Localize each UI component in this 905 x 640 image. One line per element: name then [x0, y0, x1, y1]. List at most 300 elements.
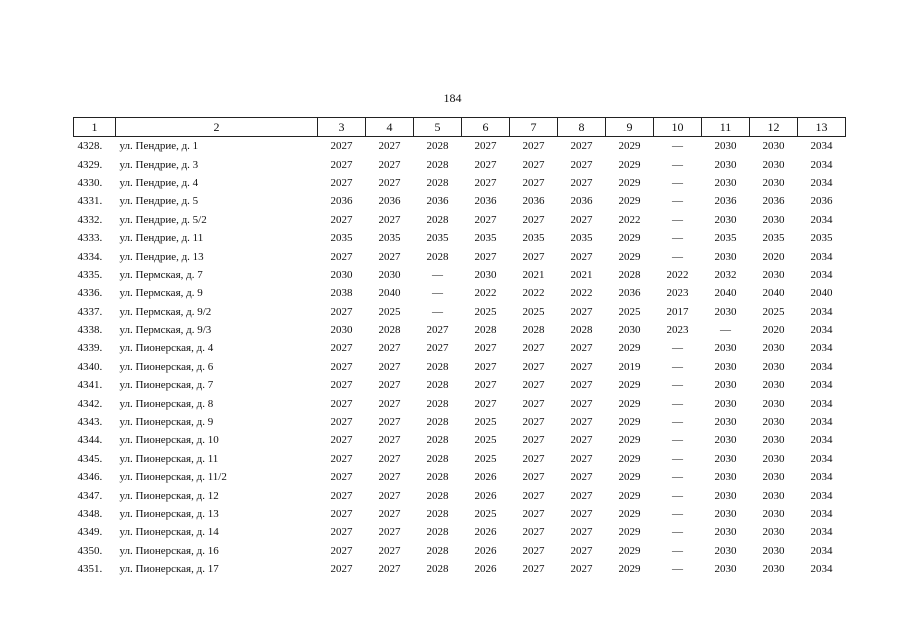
column-header-4: 4 — [366, 118, 414, 137]
schedule-table — [73, 117, 846, 578]
table-row — [74, 468, 846, 486]
year-cell-col-9: 2025 — [618, 305, 641, 318]
year-cell-col-12: 2030 — [762, 397, 785, 410]
header-row — [74, 118, 846, 137]
year-cell-col-5: 2028 — [426, 508, 449, 520]
year-cell-col-7: 2027 — [522, 489, 545, 502]
year-cell-col-6: 2027 — [474, 360, 497, 373]
year-cell-col-9: 2029 — [618, 176, 641, 189]
year-cell-col-4: 2036 — [378, 195, 401, 208]
year-cell-col-9: 2029 — [618, 158, 641, 171]
address-cell: ул. Пионерская, д. 6 — [119, 360, 214, 373]
table-row — [74, 247, 846, 265]
year-cell-col-8: 2027 — [570, 250, 593, 263]
year-cell-col-7: 2021 — [522, 268, 545, 281]
year-cell-col-11: 2030 — [714, 360, 737, 373]
year-cell-col-5: 2028 — [426, 397, 449, 410]
year-cell-col-7: 2027 — [522, 452, 545, 465]
year-cell-col-12: 2030 — [762, 526, 785, 539]
year-cell-col-11: 2030 — [714, 379, 737, 392]
row-number: 4338. — [77, 324, 103, 337]
column-header-12: 12 — [750, 118, 798, 137]
year-cell-col-11: 2030 — [714, 342, 737, 355]
table-row — [74, 413, 846, 431]
year-cell-col-12: 2030 — [762, 140, 785, 153]
year-cell-col-5: 2028 — [426, 526, 449, 539]
column-header-6: 6 — [462, 118, 510, 137]
year-cell-col-8: 2027 — [570, 526, 593, 539]
year-cell-col-10: — — [672, 213, 683, 226]
year-cell-col-4: 2027 — [378, 526, 401, 539]
table-row — [74, 542, 846, 560]
row-number: 4339. — [77, 342, 103, 355]
year-cell-col-9: 2030 — [618, 324, 641, 337]
year-cell-col-7: 2028 — [522, 324, 545, 337]
table-row — [74, 137, 846, 156]
year-cell-col-7: 2036 — [522, 195, 545, 208]
table-row — [74, 358, 846, 376]
address-cell: ул. Пермская, д. 9 — [119, 287, 203, 300]
year-cell-col-6: 2027 — [474, 342, 497, 355]
table-row — [74, 560, 846, 578]
year-cell-col-3: 2027 — [330, 213, 353, 226]
year-cell-col-8: 2027 — [570, 434, 593, 447]
year-cell-col-9: 2029 — [618, 140, 641, 153]
row-number: 4341. — [77, 379, 103, 392]
year-cell-col-12: 2040 — [762, 287, 785, 300]
address-cell: ул. Пионерская, д. 11 — [119, 452, 219, 465]
year-cell-col-9: 2029 — [618, 563, 641, 576]
year-cell-col-9: 2019 — [618, 360, 641, 373]
year-cell-col-3: 2030 — [330, 324, 353, 337]
year-cell-col-8: 2027 — [570, 416, 593, 429]
year-cell-col-13: 2034 — [810, 544, 833, 557]
column-header-10: 10 — [654, 118, 702, 137]
year-cell-col-9: 2029 — [618, 508, 641, 520]
table-row — [74, 394, 846, 412]
table-body — [74, 137, 846, 579]
year-cell-col-4: 2030 — [378, 268, 401, 281]
year-cell-col-8: 2027 — [570, 360, 593, 373]
year-cell-col-11: 2030 — [714, 397, 737, 410]
year-cell-col-13: 2034 — [810, 176, 833, 189]
year-cell-col-4: 2027 — [378, 544, 401, 557]
row-number: 4331. — [77, 195, 103, 208]
year-cell-col-5: — — [432, 305, 443, 318]
column-header-13: 13 — [798, 118, 846, 137]
year-cell-col-9: 2036 — [618, 287, 641, 300]
row-number: 4329. — [77, 158, 103, 171]
year-cell-col-4: 2027 — [378, 508, 401, 520]
year-cell-col-8: 2027 — [570, 176, 593, 189]
address-cell: ул. Пионерская, д. 17 — [119, 563, 219, 576]
column-header-2: 2 — [116, 118, 318, 137]
year-cell-col-7: 2027 — [522, 213, 545, 226]
year-cell-col-6: 2036 — [474, 195, 497, 208]
year-cell-col-10: — — [672, 452, 683, 465]
year-cell-col-10: — — [672, 471, 683, 484]
year-cell-col-11: 2030 — [714, 526, 737, 539]
year-cell-col-9: 2022 — [618, 213, 641, 226]
year-cell-col-6: 2022 — [474, 287, 497, 300]
year-cell-col-12: 2025 — [762, 305, 785, 318]
year-cell-col-4: 2027 — [378, 471, 401, 484]
year-cell-col-8: 2027 — [570, 544, 593, 557]
year-cell-col-9: 2029 — [618, 416, 641, 429]
year-cell-col-11: 2030 — [714, 452, 737, 465]
year-cell-col-3: 2027 — [330, 544, 353, 557]
year-cell-col-3: 2038 — [330, 287, 353, 300]
year-cell-col-6: 2035 — [474, 232, 497, 245]
year-cell-col-4: 2027 — [378, 397, 401, 410]
year-cell-col-10: — — [672, 508, 683, 520]
year-cell-col-9: 2029 — [618, 379, 641, 392]
year-cell-col-5: 2028 — [426, 471, 449, 484]
year-cell-col-12: 2030 — [762, 416, 785, 429]
table-row — [74, 192, 846, 210]
year-cell-col-3: 2030 — [330, 268, 353, 281]
year-cell-col-11: 2036 — [714, 195, 737, 208]
year-cell-col-12: 2030 — [762, 471, 785, 484]
year-cell-col-5: 2028 — [426, 434, 449, 447]
address-cell: ул. Пионерская, д. 14 — [119, 526, 219, 539]
year-cell-col-4: 2027 — [378, 563, 401, 576]
year-cell-col-5: 2036 — [426, 195, 449, 208]
row-number: 4332. — [77, 213, 103, 226]
year-cell-col-6: 2028 — [474, 324, 497, 337]
year-cell-col-3: 2027 — [330, 563, 353, 576]
year-cell-col-3: 2027 — [330, 452, 353, 465]
year-cell-col-6: 2027 — [474, 250, 497, 263]
year-cell-col-10: — — [672, 434, 683, 447]
year-cell-col-12: 2030 — [762, 508, 785, 520]
year-cell-col-10: — — [672, 140, 683, 153]
year-cell-col-13: 2034 — [810, 342, 833, 355]
year-cell-col-13: 2034 — [810, 324, 833, 337]
row-number: 4351. — [77, 563, 103, 576]
year-cell-col-7: 2027 — [522, 508, 545, 520]
year-cell-col-5: 2027 — [426, 324, 449, 337]
year-cell-col-6: 2026 — [474, 544, 497, 557]
table-row — [74, 229, 846, 247]
year-cell-col-10: — — [672, 176, 683, 189]
year-cell-col-13: 2034 — [810, 140, 833, 153]
address-cell: ул. Пендрие, д. 1 — [119, 140, 199, 153]
year-cell-col-8: 2027 — [570, 158, 593, 171]
year-cell-col-6: 2025 — [474, 416, 497, 429]
year-cell-col-3: 2027 — [330, 489, 353, 502]
year-cell-col-8: 2035 — [570, 232, 593, 245]
year-cell-col-7: 2022 — [522, 287, 545, 300]
year-cell-col-12: 2030 — [762, 158, 785, 171]
year-cell-col-6: 2026 — [474, 563, 497, 576]
year-cell-col-5: — — [432, 287, 443, 300]
year-cell-col-9: 2029 — [618, 342, 641, 355]
year-cell-col-3: 2027 — [330, 471, 353, 484]
address-cell: ул. Пионерская, д. 12 — [119, 489, 219, 502]
year-cell-col-10: — — [672, 526, 683, 539]
address-cell: ул. Пендрие, д. 5/2 — [119, 213, 207, 226]
year-cell-col-11: 2030 — [714, 158, 737, 171]
year-cell-col-3: 2027 — [330, 508, 353, 520]
year-cell-col-12: 2035 — [762, 232, 785, 245]
year-cell-col-11: 2030 — [714, 176, 737, 189]
year-cell-col-4: 2027 — [378, 434, 401, 447]
address-cell: ул. Пионерская, д. 7 — [119, 379, 214, 392]
year-cell-col-13: 2034 — [810, 397, 833, 410]
year-cell-col-7: 2027 — [522, 526, 545, 539]
year-cell-col-10: — — [672, 360, 683, 373]
year-cell-col-9: 2029 — [618, 397, 641, 410]
year-cell-col-13: 2034 — [810, 268, 833, 281]
year-cell-col-6: 2027 — [474, 379, 497, 392]
row-number: 4334. — [77, 250, 103, 263]
year-cell-col-7: 2027 — [522, 563, 545, 576]
table-row — [74, 450, 846, 468]
year-cell-col-10: — — [672, 563, 683, 576]
year-cell-col-13: 2034 — [810, 434, 833, 447]
year-cell-col-12: 2036 — [762, 195, 785, 208]
year-cell-col-3: 2027 — [330, 379, 353, 392]
year-cell-col-3: 2027 — [330, 158, 353, 171]
year-cell-col-4: 2027 — [378, 452, 401, 465]
year-cell-col-10: — — [672, 232, 683, 245]
address-cell: ул. Пермская, д. 7 — [119, 268, 203, 281]
year-cell-col-9: 2029 — [618, 544, 641, 557]
row-number: 4347. — [77, 489, 103, 502]
year-cell-col-6: 2026 — [474, 471, 497, 484]
page-number: 184 — [443, 91, 462, 105]
year-cell-col-12: 2030 — [762, 452, 785, 465]
year-cell-col-10: — — [672, 342, 683, 355]
year-cell-col-9: 2029 — [618, 526, 641, 539]
year-cell-col-8: 2021 — [570, 268, 593, 281]
row-number: 4345. — [77, 452, 103, 465]
year-cell-col-6: 2027 — [474, 176, 497, 189]
row-number: 4336. — [77, 287, 103, 300]
year-cell-col-8: 2028 — [570, 324, 593, 337]
year-cell-col-5: 2028 — [426, 452, 449, 465]
year-cell-col-9: 2029 — [618, 434, 641, 447]
year-cell-col-12: 2030 — [762, 213, 785, 226]
year-cell-col-11: 2030 — [714, 544, 737, 557]
year-cell-col-12: 2020 — [762, 324, 785, 337]
year-cell-col-4: 2027 — [378, 213, 401, 226]
year-cell-col-13: 2034 — [810, 250, 833, 263]
year-cell-col-11: 2030 — [714, 213, 737, 226]
year-cell-col-5: 2028 — [426, 158, 449, 171]
year-cell-col-12: 2030 — [762, 176, 785, 189]
year-cell-col-3: 2027 — [330, 176, 353, 189]
year-cell-col-7: 2025 — [522, 305, 545, 318]
year-cell-col-4: 2027 — [378, 176, 401, 189]
year-cell-col-12: 2030 — [762, 489, 785, 502]
year-cell-col-11: 2030 — [714, 434, 737, 447]
year-cell-col-8: 2027 — [570, 397, 593, 410]
row-number: 4344. — [77, 434, 103, 447]
year-cell-col-5: 2035 — [426, 232, 449, 245]
year-cell-col-6: 2030 — [474, 268, 497, 281]
column-header-5: 5 — [414, 118, 462, 137]
year-cell-col-8: 2027 — [570, 452, 593, 465]
year-cell-col-5: 2028 — [426, 563, 449, 576]
year-cell-col-13: 2034 — [810, 526, 833, 539]
year-cell-col-4: 2028 — [378, 324, 401, 337]
year-cell-col-4: 2027 — [378, 489, 401, 502]
year-cell-col-11: 2040 — [714, 287, 737, 300]
year-cell-col-7: 2027 — [522, 250, 545, 263]
year-cell-col-13: 2034 — [810, 471, 833, 484]
year-cell-col-5: 2028 — [426, 544, 449, 557]
year-cell-col-10: — — [672, 195, 683, 208]
year-cell-col-6: 2025 — [474, 434, 497, 447]
year-cell-col-10: — — [672, 416, 683, 429]
year-cell-col-4: 2027 — [378, 158, 401, 171]
address-cell: ул. Пионерская, д. 16 — [119, 544, 219, 557]
row-number: 4342. — [77, 397, 103, 410]
table-header — [74, 118, 846, 137]
year-cell-col-13: 2034 — [810, 158, 833, 171]
year-cell-col-7: 2027 — [522, 158, 545, 171]
year-cell-col-9: 2029 — [618, 232, 641, 245]
year-cell-col-13: 2036 — [810, 195, 833, 208]
year-cell-col-10: 2022 — [666, 268, 689, 281]
year-cell-col-3: 2027 — [330, 397, 353, 410]
year-cell-col-5: — — [432, 268, 443, 281]
column-header-11: 11 — [702, 118, 750, 137]
address-cell: ул. Пионерская, д. 4 — [119, 342, 214, 355]
year-cell-col-9: 2029 — [618, 250, 641, 263]
column-header-7: 7 — [510, 118, 558, 137]
year-cell-col-5: 2028 — [426, 140, 449, 153]
year-cell-col-5: 2028 — [426, 176, 449, 189]
table-row — [74, 339, 846, 357]
year-cell-col-8: 2027 — [570, 342, 593, 355]
address-cell: ул. Пионерская, д. 10 — [119, 434, 219, 447]
table-row — [74, 505, 846, 523]
year-cell-col-11: 2032 — [714, 268, 737, 281]
year-cell-col-7: 2027 — [522, 544, 545, 557]
table-row — [74, 211, 846, 229]
address-cell: ул. Пендрие, д. 13 — [119, 250, 204, 263]
year-cell-col-11: 2030 — [714, 416, 737, 429]
year-cell-col-4: 2027 — [378, 379, 401, 392]
year-cell-col-13: 2034 — [810, 305, 833, 318]
year-cell-col-4: 2027 — [378, 342, 401, 355]
year-cell-col-4: 2025 — [378, 305, 401, 318]
year-cell-col-12: 2030 — [762, 563, 785, 576]
year-cell-col-6: 2025 — [474, 508, 497, 520]
year-cell-col-3: 2027 — [330, 305, 353, 318]
year-cell-col-3: 2027 — [330, 360, 353, 373]
year-cell-col-8: 2027 — [570, 213, 593, 226]
address-cell: ул. Пермская, д. 9/3 — [119, 324, 212, 337]
year-cell-col-8: 2027 — [570, 508, 593, 520]
year-cell-col-11: 2035 — [714, 232, 737, 245]
year-cell-col-4: 2027 — [378, 416, 401, 429]
year-cell-col-3: 2027 — [330, 434, 353, 447]
year-cell-col-4: 2027 — [378, 360, 401, 373]
year-cell-col-6: 2026 — [474, 526, 497, 539]
year-cell-col-5: 2028 — [426, 360, 449, 373]
year-cell-col-3: 2027 — [330, 526, 353, 539]
year-cell-col-13: 2034 — [810, 452, 833, 465]
table-row — [74, 266, 846, 284]
year-cell-col-6: 2027 — [474, 140, 497, 153]
column-header-9: 9 — [606, 118, 654, 137]
year-cell-col-5: 2028 — [426, 416, 449, 429]
row-number: 4340. — [77, 360, 103, 373]
year-cell-col-9: 2029 — [618, 489, 641, 502]
year-cell-col-3: 2027 — [330, 140, 353, 153]
year-cell-col-8: 2027 — [570, 489, 593, 502]
row-number: 4335. — [77, 268, 103, 281]
address-cell: ул. Пендрие, д. 11 — [119, 232, 204, 245]
year-cell-col-13: 2035 — [810, 232, 833, 245]
year-cell-col-13: 2040 — [810, 287, 833, 300]
address-cell: ул. Пионерская, д. 9 — [119, 416, 214, 429]
address-cell: ул. Пендрие, д. 5 — [119, 195, 199, 208]
address-cell: ул. Пионерская, д. 13 — [119, 508, 219, 520]
row-number: 4328. — [77, 140, 103, 153]
year-cell-col-8: 2036 — [570, 195, 593, 208]
year-cell-col-12: 2030 — [762, 434, 785, 447]
year-cell-col-6: 2027 — [474, 213, 497, 226]
year-cell-col-8: 2027 — [570, 563, 593, 576]
year-cell-col-10: — — [672, 544, 683, 557]
year-cell-col-13: 2034 — [810, 360, 833, 373]
year-cell-col-9: 2029 — [618, 452, 641, 465]
year-cell-col-7: 2027 — [522, 471, 545, 484]
year-cell-col-9: 2028 — [618, 268, 641, 281]
year-cell-col-8: 2022 — [570, 287, 593, 300]
row-number: 4333. — [77, 232, 103, 245]
year-cell-col-6: 2025 — [474, 452, 497, 465]
year-cell-col-11: 2030 — [714, 489, 737, 502]
year-cell-col-12: 2030 — [762, 360, 785, 373]
address-cell: ул. Пендрие, д. 4 — [119, 176, 199, 189]
year-cell-col-7: 2027 — [522, 379, 545, 392]
table-row — [74, 155, 846, 173]
year-cell-col-8: 2027 — [570, 140, 593, 153]
row-number: 4343. — [77, 416, 103, 429]
year-cell-col-10: — — [672, 397, 683, 410]
year-cell-col-10: 2023 — [666, 324, 689, 337]
year-cell-col-11: 2030 — [714, 508, 737, 520]
table-row — [74, 431, 846, 449]
year-cell-col-8: 2027 — [570, 379, 593, 392]
year-cell-col-4: 2035 — [378, 232, 401, 245]
year-cell-col-13: 2034 — [810, 416, 833, 429]
year-cell-col-3: 2027 — [330, 250, 353, 263]
year-cell-col-5: 2027 — [426, 342, 449, 355]
year-cell-col-5: 2028 — [426, 213, 449, 226]
year-cell-col-12: 2030 — [762, 379, 785, 392]
column-header-1: 1 — [74, 118, 116, 137]
year-cell-col-7: 2035 — [522, 232, 545, 245]
row-number: 4337. — [77, 305, 103, 318]
year-cell-col-11: 2030 — [714, 140, 737, 153]
year-cell-col-4: 2027 — [378, 250, 401, 263]
address-cell: ул. Пендрие, д. 3 — [119, 158, 199, 171]
year-cell-col-11: 2030 — [714, 563, 737, 576]
column-header-3: 3 — [318, 118, 366, 137]
year-cell-col-13: 2034 — [810, 213, 833, 226]
year-cell-col-11: 2030 — [714, 471, 737, 484]
year-cell-col-7: 2027 — [522, 140, 545, 153]
year-cell-col-7: 2027 — [522, 360, 545, 373]
year-cell-col-5: 2028 — [426, 379, 449, 392]
